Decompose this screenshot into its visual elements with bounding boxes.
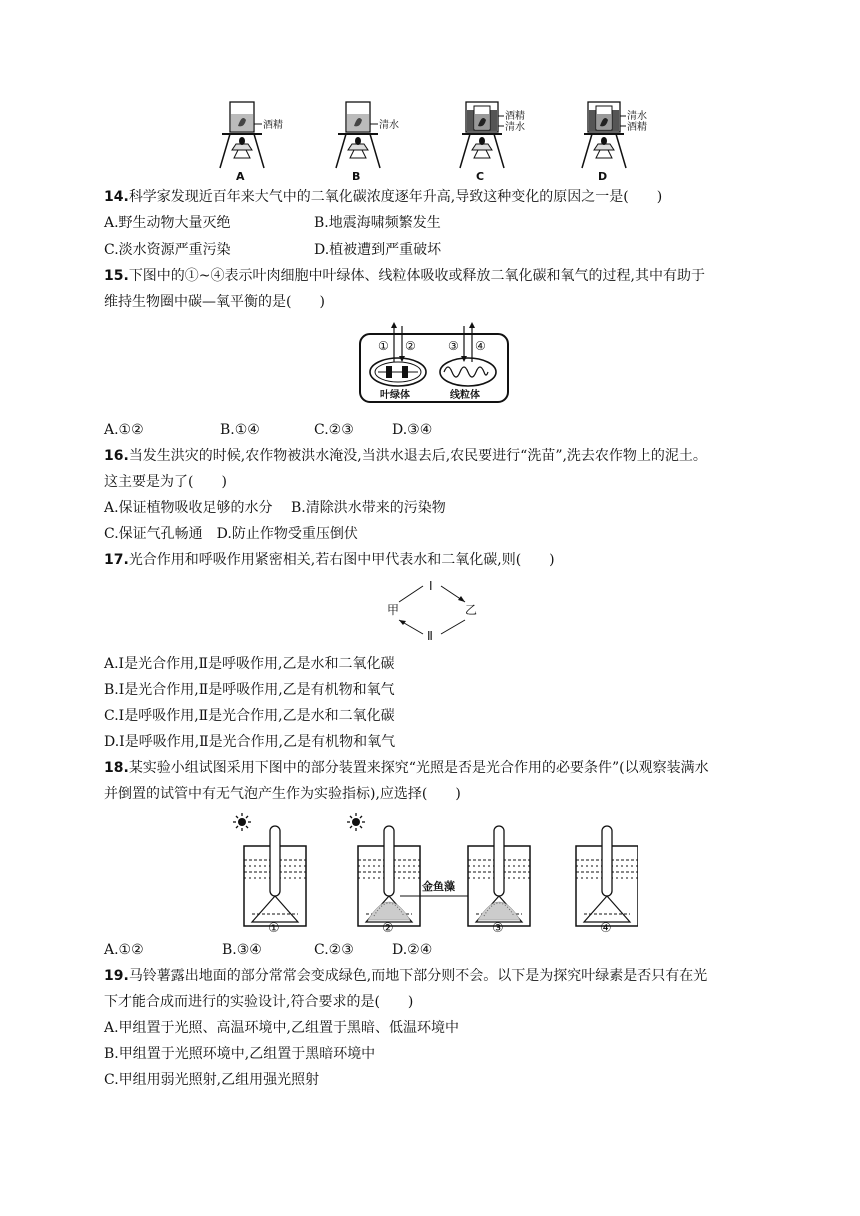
apparatus-d — [582, 102, 647, 182]
tank-label-2: ② — [382, 921, 394, 934]
mark-4: ④ — [475, 339, 486, 353]
d-tag-1: 清水 — [627, 111, 647, 122]
q16-options-line1: A.保证植物吸收足够的水分 B.清除洪水带来的污染物 — [104, 500, 446, 516]
apparatus-a — [220, 102, 283, 182]
q14-option-c: C.淡水资源严重污染 — [104, 242, 231, 258]
cycle-right: 乙 — [465, 603, 478, 617]
q15-option-a: A.①② — [104, 422, 144, 438]
tank-label-1: ① — [268, 921, 280, 934]
q17-stem — [104, 550, 555, 570]
tank-label-3: ③ — [492, 921, 504, 934]
sun-icon — [233, 813, 251, 831]
aquatic-plant-apparatus-figure — [228, 812, 638, 934]
label-c: C — [476, 170, 485, 182]
q18-option-c: C.②③ — [314, 942, 354, 958]
tank-3 — [468, 826, 530, 926]
q19-option-b: B.甲组置于光照环境中,乙组置于黑暗环境中 — [104, 1046, 376, 1062]
d-tag-2: 酒精 — [627, 122, 647, 133]
q14-text: 科学家发现近百年来大气中的二氧化碳浓度逐年升高,导致这种变化的原因之一是( ) — [128, 189, 663, 205]
q15-number: 15. — [104, 268, 129, 284]
q16-text-1: 当发生洪灾的时候,农作物被洪水淹没,当洪水退去后,农民要进行“洗苗”,洗去农作物上的泥土。 — [128, 448, 707, 464]
label-b: B — [352, 170, 361, 182]
tank-label-4: ④ — [600, 921, 612, 934]
mark-2: ② — [405, 339, 416, 353]
label-d: D — [598, 170, 608, 182]
organelle-figure — [358, 322, 510, 406]
mark-3: ③ — [448, 339, 459, 353]
q14-number: 14. — [104, 189, 129, 205]
q15-option-b: B.①④ — [220, 422, 260, 438]
q14-option-d: D.植被遭到严重破坏 — [314, 242, 442, 258]
q19-stem-line2: 下才能合成而进行的实验设计,符合要求的是( ) — [104, 994, 414, 1010]
c-tag-1: 酒精 — [505, 111, 525, 122]
q14-stem — [104, 187, 662, 207]
q19-text-1: 马铃薯露出地面的部分常常会变成绿色,而地下部分则不会。以下是为探究叶绿素是否只有在光 — [128, 968, 708, 984]
q18-stem-line2: 并倒置的试管中有无气泡产生作为实验指标),应选择( ) — [104, 786, 461, 802]
q16-stem-line1 — [104, 446, 707, 466]
cycle-top: Ⅰ — [429, 579, 433, 593]
q15-text-1: 下图中的①~④表示叶肉细胞中叶绿体、线粒体吸收或释放二氧化碳和氧气的过程,其中有助于 — [128, 268, 705, 284]
q18-option-d: D.②④ — [392, 942, 433, 958]
q19-number: 19. — [104, 968, 129, 984]
q18-stem-line1 — [104, 758, 709, 778]
cycle-bottom: Ⅱ — [427, 629, 433, 642]
chloroplast-label: 叶绿体 — [380, 390, 410, 401]
q15-option-d: D.③④ — [392, 422, 433, 438]
q18-text-1: 某实验小组试图采用下图中的部分装置来探究“光照是否是光合作用的必要条件”(以观察装满水 — [128, 760, 709, 776]
q17-option-c: C.Ⅰ是呼吸作用,Ⅱ是光合作用,乙是水和二氧化碳 — [104, 708, 395, 724]
q16-number: 16. — [104, 448, 129, 464]
mark-1: ① — [378, 339, 389, 353]
q19-option-a: A.甲组置于光照、高温环境中,乙组置于黑暗、低温环境中 — [104, 1020, 460, 1036]
q17-option-b: B.Ⅰ是光合作用,Ⅱ是呼吸作用,乙是有机物和氧气 — [104, 682, 395, 698]
q15-stem-line2: 维持生物圈中碳—氧平衡的是( ) — [104, 294, 325, 310]
q15-option-c: C.②③ — [314, 422, 354, 438]
apparatus-c — [460, 102, 525, 182]
cycle-left: 甲 — [387, 603, 400, 617]
q19-option-c: C.甲组用弱光照射,乙组用强光照射 — [104, 1072, 320, 1088]
q14-option-a: A.野生动物大量灭绝 — [104, 215, 231, 231]
plant-label: 金鱼藻 — [422, 880, 455, 893]
q19-stem-line1 — [104, 966, 707, 986]
apparatus-b — [336, 102, 399, 182]
a-tag: 酒精 — [263, 120, 283, 131]
q18-option-b: B.③④ — [222, 942, 262, 958]
q17-option-a: A.Ⅰ是光合作用,Ⅱ是呼吸作用,乙是水和二氧化碳 — [104, 656, 395, 672]
q14-option-b: B.地震海啸频繁发生 — [314, 215, 441, 231]
tank-1 — [244, 826, 306, 926]
cycle-diagram — [385, 578, 481, 642]
tank-4 — [576, 826, 638, 926]
tank-2 — [358, 826, 420, 926]
c-tag-2: 清水 — [505, 122, 525, 133]
mitochondrion-label: 线粒体 — [450, 390, 480, 401]
beaker-apparatus-figure — [200, 100, 660, 182]
q18-option-a: A.①② — [104, 942, 144, 958]
q15-stem-line1 — [104, 266, 705, 286]
q17-text: 光合作用和呼吸作用紧密相关,若右图中甲代表水和二氧化碳,则( ) — [128, 552, 555, 568]
q17-number: 17. — [104, 552, 129, 568]
b-tag: 清水 — [379, 120, 399, 131]
q17-option-d: D.Ⅰ是呼吸作用,Ⅱ是光合作用,乙是有机物和氧气 — [104, 734, 396, 750]
q16-options-line2: C.保证气孔畅通 D.防止作物受重压倒伏 — [104, 526, 358, 542]
q16-stem-line2: 这主要是为了( ) — [104, 474, 227, 490]
sun-icon — [347, 813, 365, 831]
q18-number: 18. — [104, 760, 129, 776]
label-a: A — [236, 170, 245, 182]
